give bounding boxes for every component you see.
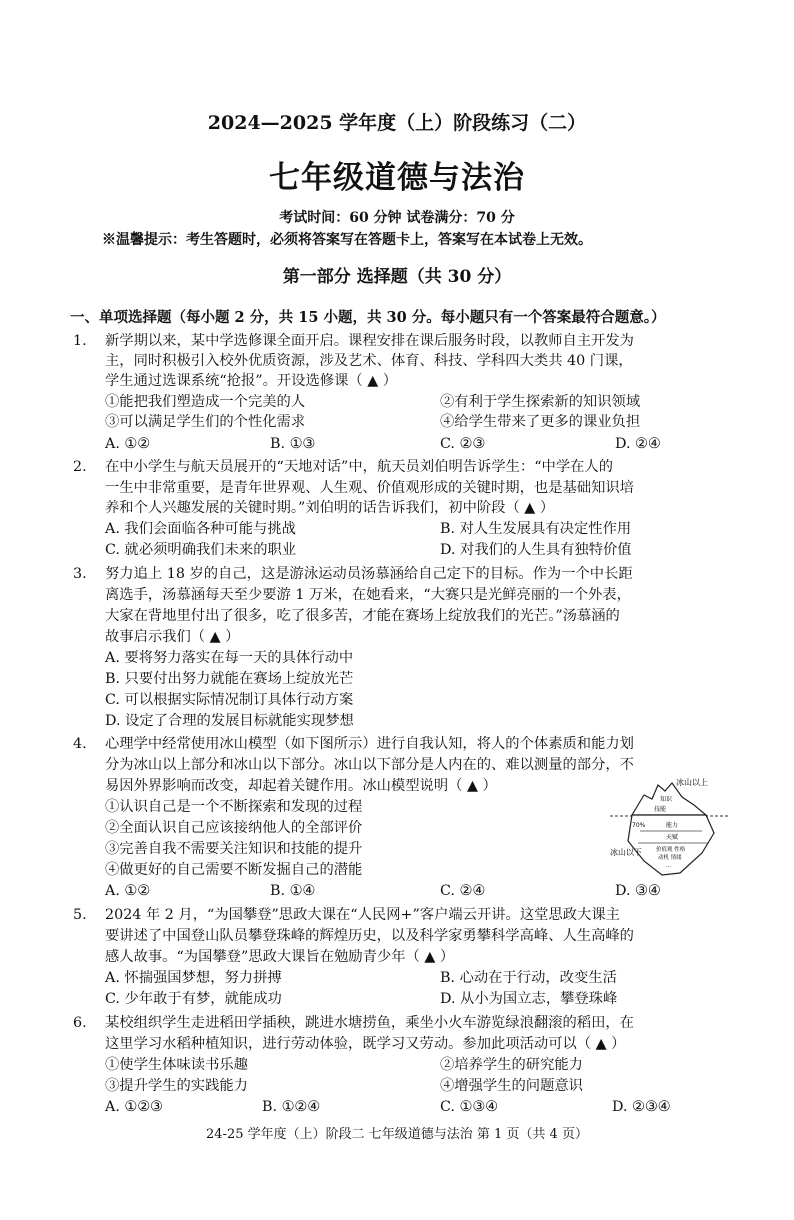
question-number: 2. <box>73 459 87 475</box>
option-a[interactable]: A. ①② <box>105 883 151 899</box>
question-stem-line: 心理学中经常使用冰山模型（如下图所示）进行自我认知，将人的个体素质和能力划 <box>105 736 634 752</box>
iceberg-knowledge: 知识 <box>660 796 673 803</box>
question-stem-line: 感人故事。“为国攀登”思政大课旨在勉励青少年（ ▲ ） <box>105 949 455 965</box>
question-stem-line: 主，同时积极引入校外优质资源，涉及艺术、体育、科技、学科四大类共 40 门课， <box>105 353 633 369</box>
option-c[interactable]: C. 可以根据实际情况制订具体行动方案 <box>105 692 354 708</box>
question-stem-line: 一生中非常重要，是青年世界观、人生观、价值观形成的关键时期，也是基础知识培 <box>105 480 634 496</box>
iceberg-core-3: 动机 情绪 <box>658 855 682 861</box>
statement-2: ②有利于学生探索新的知识领域 <box>440 394 641 410</box>
statement-1: ①使学生体味读书乐趣 <box>105 1057 248 1073</box>
question-stem-line: 努力追上 18 岁的自己，这是游泳运动员汤慕涵给自己定下的目标。作为一个中长距 <box>105 566 633 582</box>
question-stem-line: 某校组织学生走进稻田学插秧，跳进水塘捞鱼，乘坐小火车游览绿浪翻滚的稻田，在 <box>105 1015 634 1031</box>
question-stem-line: 分为冰山以上部分和冰山以下部分。冰山以下部分是人内在的、难以测量的部分，不 <box>105 757 634 773</box>
iceberg-skill: 技能 <box>654 806 667 813</box>
option-a[interactable]: A. 要将努力落实在每一天的具体行动中 <box>105 650 354 666</box>
statement-3: ③可以满足学生们的个性化需求 <box>105 414 306 430</box>
option-a[interactable]: A. ①②③ <box>105 1099 163 1115</box>
statement-1: ①能把我们塑造成一个完美的人 <box>105 394 306 410</box>
option-c[interactable]: C. ①③④ <box>440 1099 498 1115</box>
option-b[interactable]: B. 只要付出努力就能在赛场上绽放光芒 <box>105 671 354 687</box>
iceberg-ability: 能力 <box>666 822 679 829</box>
question-stem-line: 在中小学生与航天员展开的“天地对话”中，航天员刘伯明告诉学生：“中学在人的 <box>105 459 614 475</box>
statement-2: ②全面认识自己应该接纳他人的全部评价 <box>105 820 363 836</box>
option-b[interactable]: B. ①②④ <box>262 1099 321 1115</box>
question-stem-line: 大家在背地里付出了很多，吃了很多苦，才能在赛场上绽放我们的光芒。”汤慕涵的 <box>105 608 620 624</box>
question-number: 1. <box>73 333 87 349</box>
statement-1: ①认识自己是一个不断探索和发现的过程 <box>105 799 363 815</box>
option-d[interactable]: D. 对我们的人生具有独特价值 <box>440 542 632 558</box>
iceberg-percent: 70% <box>632 822 646 829</box>
section-instruction: 一、单项选择题（每小题 2 分，共 15 小题，共 30 分。每小题只有一个答案最符合题意。） <box>70 309 666 326</box>
option-a[interactable]: A. 我们会面临各种可能与挑战 <box>105 521 296 537</box>
option-d[interactable]: D. 设定了合理的发展目标就能实现梦想 <box>105 713 354 729</box>
option-c[interactable]: C. ②④ <box>440 883 486 899</box>
statement-4: ④做更好的自己需要不断发掘自己的潜能 <box>105 862 363 878</box>
exam-term-title: 2024—2025 学年度（上）阶段练习（二） <box>207 112 587 134</box>
section-title: 第一部分 选择题（共 30 分） <box>282 267 512 287</box>
option-d[interactable]: D. ③④ <box>615 883 661 899</box>
option-d[interactable]: D. 从小为国立志，攀登珠峰 <box>440 991 618 1007</box>
question-stem-line: 学生通过选课系统“抢报”。开设选修课（ ▲ ） <box>105 373 398 389</box>
option-c[interactable]: C. 少年敢于有梦，就能成功 <box>105 991 282 1007</box>
option-b[interactable]: B. ①④ <box>270 883 316 899</box>
question-number: 5. <box>73 907 87 923</box>
question-number: 4. <box>73 736 87 752</box>
question-stem-line: 新学期以来，某中学选修课全面开启。课程安排在课后服务时段，以教师自主开发为 <box>105 333 634 349</box>
subject-title: 七年级道德与法治 <box>269 160 525 196</box>
option-a[interactable]: A. ①② <box>105 436 151 452</box>
option-d[interactable]: D. ②④ <box>615 436 661 452</box>
statement-3: ③完善自我不需要关注知识和技能的提升 <box>105 841 363 857</box>
statement-2: ②培养学生的研究能力 <box>440 1057 583 1073</box>
question-stem-line: 离选手，汤慕涵每天至少要游 1 万米，在她看来，“大赛只是光鲜亮丽的一个外表， <box>105 587 631 603</box>
question-stem-line: 易因外界影响而改变，却起着关键作用。冰山模型说明（ ▲ ） <box>105 778 497 794</box>
question-stem-line: 要讲述了中国登山队员攀登珠峰的辉煌历史，以及科学家勇攀科学高峰、人生高峰的 <box>105 928 634 944</box>
question-number: 3. <box>73 566 87 582</box>
exam-info: 考试时间：60 分钟 试卷满分：70 分 <box>279 210 515 226</box>
statement-4: ④增强学生的问题意识 <box>440 1078 583 1094</box>
iceberg-core-4: ... <box>666 863 672 869</box>
question-number: 6. <box>73 1015 87 1031</box>
statement-4: ④给学生带来了更多的课业负担 <box>440 414 641 430</box>
option-c[interactable]: C. ②③ <box>440 436 486 452</box>
iceberg-label-above: 冰山以上 <box>676 778 708 787</box>
iceberg-core-2: 价值观 性格 <box>656 847 686 853</box>
warm-tip: ※温馨提示：考生答题时，必须将答案写在答题卡上，答案写在本试卷上无效。 <box>102 232 592 248</box>
iceberg-label-below: 冰山以下 <box>610 848 642 857</box>
option-b[interactable]: B. 对人生发展具有决定性作用 <box>440 521 632 537</box>
option-b[interactable]: B. ①③ <box>270 436 316 452</box>
option-a[interactable]: A. 怀揣强国梦想，努力拼搏 <box>105 970 282 986</box>
question-stem-line: 故事启示我们（ ▲ ） <box>105 629 240 645</box>
iceberg-figure <box>610 775 730 880</box>
statement-3: ③提升学生的实践能力 <box>105 1078 248 1094</box>
option-d[interactable]: D. ②③④ <box>612 1099 671 1115</box>
option-c[interactable]: C. 就必须明确我们未来的职业 <box>105 542 297 558</box>
question-stem-line: 2024 年 2 月，“为国攀登”思政大课在“人民网+”客户端云开讲。这堂思政大课主 <box>105 907 620 923</box>
question-stem-line: 养和个人兴趣发展的关键时期。”刘伯明的话告诉我们，初中阶段（ ▲ ） <box>105 500 555 516</box>
page-footer: 24-25 学年度（上）阶段二 七年级道德与法治 第 1 页（共 4 页） <box>206 1127 588 1142</box>
iceberg-core-1: 天赋 <box>666 834 679 841</box>
option-b[interactable]: B. 心动在于行动，改变生活 <box>440 970 617 986</box>
question-stem-line: 这里学习水稻种植知识，进行劳动体验，既学习又劳动。参加此项活动可以（ ▲ ） <box>105 1036 626 1052</box>
